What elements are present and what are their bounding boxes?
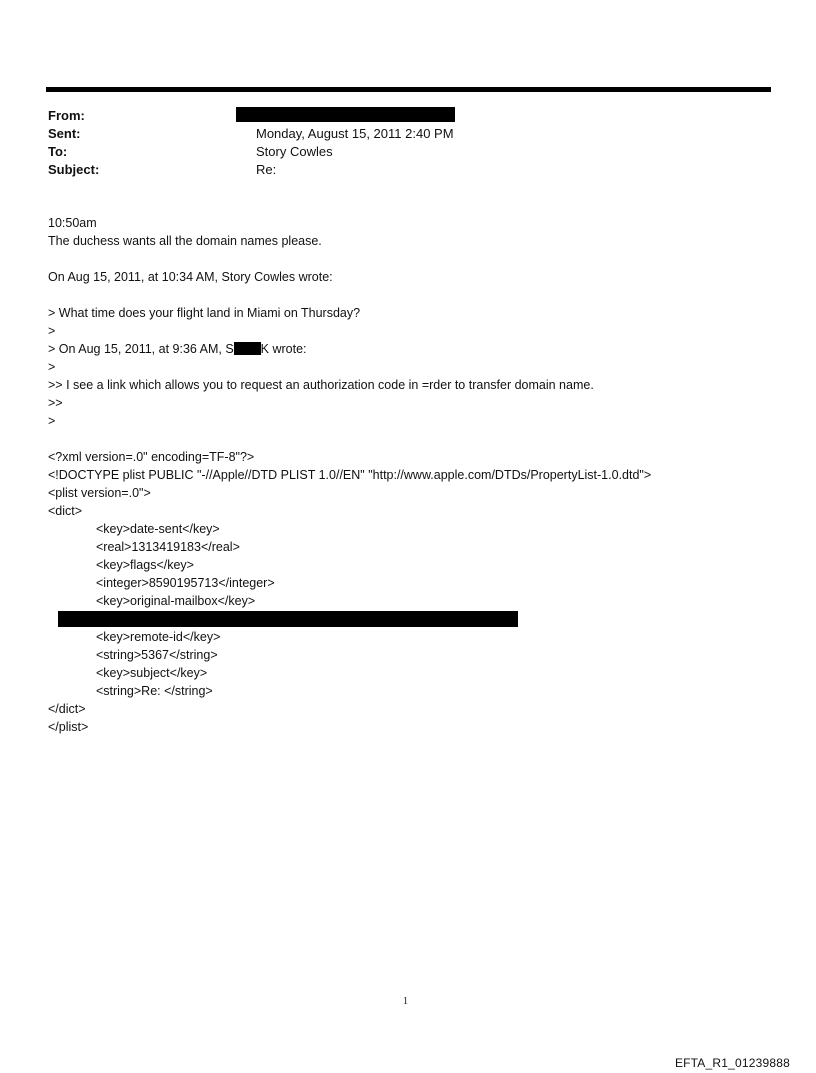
message-text: The duchess wants all the domain names please. — [48, 234, 322, 248]
to-value: Story Cowles — [256, 144, 333, 159]
sent-value: Monday, August 15, 2011 2:40 PM — [256, 126, 454, 141]
document-id: EFTA_R1_01239888 — [674, 1056, 790, 1070]
quote-line: > What time does your flight land in Miami on Thursday? — [48, 306, 361, 320]
header-rule — [46, 87, 771, 92]
quote-line: >> — [48, 396, 63, 410]
plist-integer-value: <integer>8590195713</integer> — [96, 576, 275, 590]
plist-key-subject: <key>subject</key> — [96, 666, 208, 680]
plist-real-value: <real>1313419183</real> — [96, 540, 240, 554]
plist-open-tag: <plist version=.0"> — [48, 486, 151, 500]
reply-intro: On Aug 15, 2011, at 10:34 AM, Story Cowles wrote: — [48, 270, 333, 284]
plist-string-subject: <string>Re: </string> — [96, 684, 213, 698]
plist-key-remote-id: <key>remote-id</key> — [96, 630, 221, 644]
dict-open-tag: <dict> — [48, 504, 83, 518]
from-redaction — [236, 107, 455, 122]
dict-close-tag: </dict> — [48, 702, 86, 716]
message-time: 10:50am — [48, 216, 97, 230]
subject-value: Re: — [256, 162, 277, 177]
plist-close-tag: </plist> — [48, 720, 89, 734]
quote-suffix: K wrote: — [260, 342, 307, 356]
plist-key-flags: <key>flags</key> — [96, 558, 194, 572]
quote-line: >> I see a link which allows you to request an authorization code in =rder to transfer domain name. — [48, 378, 594, 392]
quote-line: > — [48, 324, 56, 338]
quote-prefix: > On Aug 15, 2011, at 9:36 AM, — [48, 342, 226, 356]
to-label: To: — [48, 144, 68, 159]
plist-doctype: <!DOCTYPE plist PUBLIC "-//Apple//DTD PLIST 1.0//EN" "http://www.apple.com/DTDs/PropertyList-1.0.dtd"> — [48, 468, 652, 482]
mailbox-redaction — [58, 611, 518, 627]
plist-string-remote-id: <string>5367</string> — [96, 648, 218, 662]
sent-label: Sent: — [48, 126, 81, 141]
plist-key-original-mailbox: <key>original-mailbox</key> — [96, 594, 256, 608]
page-number: 1 — [403, 996, 408, 1007]
quote-line-with-redaction — [48, 341, 307, 358]
quote-line: > — [48, 360, 56, 374]
xml-declaration: <?xml version=.0" encoding=TF-8"?> — [48, 450, 255, 464]
quote-name-initial: S — [225, 342, 234, 356]
subject-label: Subject: — [48, 162, 100, 177]
plist-key-date-sent: <key>date-sent</key> — [96, 522, 220, 536]
name-redaction — [234, 342, 261, 355]
quote-line: > — [48, 414, 56, 428]
from-label: From: — [48, 108, 85, 123]
